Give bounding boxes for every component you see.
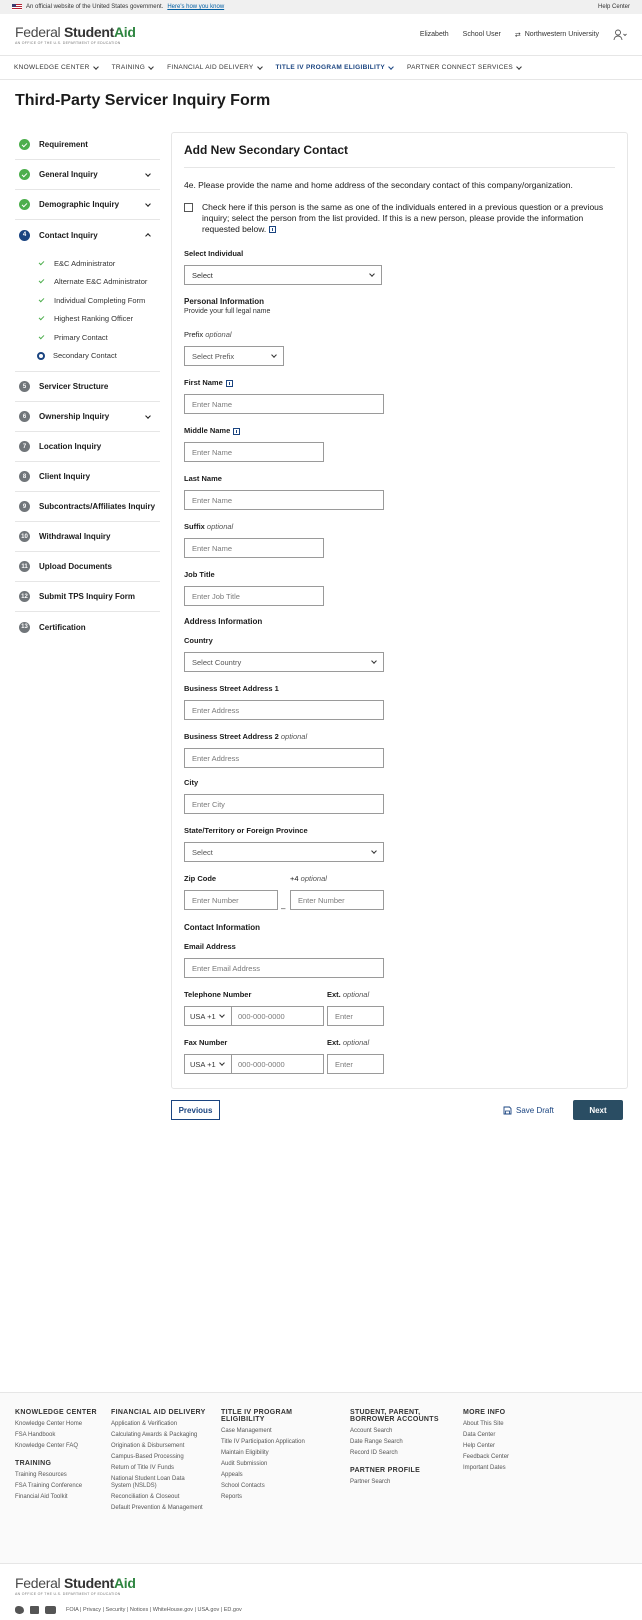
personal-info-heading: Personal Information xyxy=(184,297,265,306)
address1-input[interactable]: Enter Address xyxy=(184,700,384,720)
site-header xyxy=(0,14,642,56)
footer-link[interactable]: Financial Aid Toolkit xyxy=(15,1494,68,1500)
state-dropdown[interactable]: Select xyxy=(184,842,384,862)
step-number-badge: 8 xyxy=(19,471,30,482)
footer-link[interactable]: About This Site xyxy=(463,1421,504,1427)
gov-banner xyxy=(0,0,642,14)
chevron-down-icon[interactable] xyxy=(145,171,151,177)
step-upload-documents[interactable]: 11 Upload Documents xyxy=(15,552,160,582)
telephone-ext-input[interactable]: Enter xyxy=(327,1006,384,1026)
step-subcontracts-affiliates-inquiry[interactable]: 9 Subcontracts/Affiliates Inquiry xyxy=(15,492,160,522)
footer-link[interactable]: Default Prevention & Management xyxy=(111,1505,203,1511)
footer-link[interactable]: Case Management xyxy=(221,1428,272,1434)
personal-info-section xyxy=(184,297,270,315)
page-title: Third-Party Servicer Inquiry Form xyxy=(15,92,271,109)
nav-knowledge-center[interactable]: KNOWLEDGE CENTER xyxy=(14,64,98,71)
nav-training[interactable]: TRAINING xyxy=(112,64,153,71)
country-dropdown[interactable]: Select Country xyxy=(184,652,384,672)
chevron-down-icon xyxy=(148,64,154,70)
first-name-label: First Name xyxy=(184,378,223,387)
step-number-badge: 11 xyxy=(19,561,30,572)
logo-text-student: Student xyxy=(63,23,114,40)
previous-button[interactable]: Previous xyxy=(171,1100,220,1120)
email-label: Email Address xyxy=(184,942,236,951)
step-client-inquiry[interactable]: 8 Client Inquiry xyxy=(15,462,160,492)
substep-secondary-contact[interactable]: Secondary Contact xyxy=(15,347,160,366)
footer-link[interactable]: Title IV Participation Application xyxy=(221,1439,305,1445)
step-number-badge: 10 xyxy=(19,531,30,542)
youtube-icon[interactable] xyxy=(45,1606,56,1614)
telephone-field xyxy=(184,990,324,1026)
address1-label: Business Street Address 1 xyxy=(184,684,279,693)
footer-link[interactable]: Application & Verification xyxy=(111,1421,178,1427)
footer-link[interactable]: Account Search xyxy=(350,1428,393,1434)
middle-name-field xyxy=(184,426,324,462)
footer-link[interactable]: Important Dates xyxy=(463,1465,506,1471)
zip-dash: – xyxy=(281,904,286,913)
step-number-badge: 12 xyxy=(19,591,30,602)
step-number-badge: 5 xyxy=(19,381,30,392)
footer-link[interactable]: Audit Submission xyxy=(221,1461,268,1467)
address-info-section xyxy=(184,617,262,626)
job-title-label: Job Title xyxy=(184,570,215,579)
fax-ext-label: Ext. xyxy=(327,1038,341,1047)
city-input[interactable]: Enter City xyxy=(184,794,384,814)
save-draft-button[interactable]: Save Draft xyxy=(503,1100,554,1120)
user-name[interactable]: Elizabeth xyxy=(419,31,449,38)
footer-legal-links[interactable]: FOIA | Privacy | Security | Notices | WhiteHouse.gov | USA.gov | ED.gov xyxy=(66,1607,242,1613)
select-individual-label: Select Individual xyxy=(184,249,244,258)
footer-link[interactable]: Record ID Search xyxy=(350,1450,398,1456)
chevron-down-icon xyxy=(371,848,377,854)
user-account-icon[interactable] xyxy=(613,29,627,41)
substep-highest-ranking-officer[interactable]: Highest Ranking Officer xyxy=(15,310,160,329)
chevron-down-icon[interactable] xyxy=(145,201,151,207)
address2-input[interactable]: Enter Address xyxy=(184,748,384,768)
chevron-down-icon xyxy=(219,1060,225,1066)
step-number-badge: 7 xyxy=(19,441,30,452)
footer-heading: STUDENT, PARENT, BORROWER ACCOUNTS xyxy=(350,1409,439,1423)
address2-label: Business Street Address 2 xyxy=(184,732,279,741)
nav-title-iv-program-eligibility[interactable]: TITLE IV PROGRAM ELIGIBILITY xyxy=(276,64,394,71)
nav-partner-connect-services[interactable]: PARTNER CONNECT SERVICES xyxy=(407,64,521,71)
middle-name-label: Middle Name xyxy=(184,426,231,435)
footer-col-financial-aid-delivery xyxy=(111,1409,206,1516)
check-circle-icon xyxy=(19,139,30,150)
fsa-logo[interactable] xyxy=(15,25,136,45)
check-circle-icon xyxy=(19,169,30,180)
step-contact-inquiry[interactable]: 4 Contact Inquiry xyxy=(15,220,160,250)
footer-col-accounts xyxy=(350,1409,445,1490)
site-footer xyxy=(0,1392,642,1620)
check-icon xyxy=(39,259,45,265)
contact-inquiry-substeps xyxy=(15,250,160,372)
step-number-badge: 4 xyxy=(19,230,30,241)
step-number-badge: 9 xyxy=(19,501,30,512)
user-role: School User xyxy=(462,31,501,38)
footer-link[interactable]: Calculating Awards & Packaging xyxy=(111,1432,198,1438)
state-label: State/Territory or Foreign Province xyxy=(184,826,308,835)
zip4-label: +4 xyxy=(290,874,299,883)
facebook-icon[interactable] xyxy=(30,1606,39,1614)
job-title-input[interactable]: Enter Job Title xyxy=(184,586,324,606)
contact-info-section xyxy=(184,923,260,932)
city-label: City xyxy=(184,778,199,787)
substep-ec-administrator[interactable]: E&C Administrator xyxy=(15,254,160,273)
footer-heading: KNOWLEDGE CENTER xyxy=(15,1409,97,1416)
current-step-icon xyxy=(37,352,45,360)
substep-individual-completing-form[interactable]: Individual Completing Form xyxy=(15,291,160,310)
logo-text-aid: Aid xyxy=(113,23,136,40)
address1-field xyxy=(184,684,384,720)
chevron-down-icon xyxy=(257,64,263,70)
suffix-label: Suffix xyxy=(184,522,205,531)
footer-link[interactable]: FSA Training Conference xyxy=(15,1483,83,1489)
job-title-field xyxy=(184,570,324,606)
telephone-input[interactable]: 000-000-0000 xyxy=(232,1006,324,1026)
contact-info-heading: Contact Information xyxy=(184,923,260,932)
city-field xyxy=(184,778,384,814)
logo-subtitle: AN OFFICE OF THE U.S. DEPARTMENT OF EDUCATION xyxy=(15,40,121,45)
footer-fsa-logo[interactable]: Federal StudentAid AN OFFICE OF THE U.S. DEPARTMENT OF EDUCATION xyxy=(15,1575,136,1596)
zip4-field: +4 optional Enter Number xyxy=(290,874,384,910)
select-individual-dropdown[interactable]: Select xyxy=(184,265,382,285)
footer-heading: TRAINING xyxy=(15,1460,52,1467)
footer-link[interactable]: Reports xyxy=(221,1494,243,1500)
step-submit-tps-inquiry-form[interactable]: 12 Submit TPS Inquiry Form xyxy=(15,582,160,612)
first-name-field xyxy=(184,378,384,414)
info-icon[interactable] xyxy=(233,428,240,435)
footer-col-more-info xyxy=(463,1409,553,1476)
footer-col-knowledge-center xyxy=(15,1409,110,1505)
email-field xyxy=(184,942,384,978)
fax-ext-input[interactable]: Enter xyxy=(327,1054,384,1074)
chevron-down-icon xyxy=(219,1012,225,1018)
footer-link[interactable]: Feedback Center xyxy=(463,1454,510,1460)
footer-link[interactable]: Campus-Based Processing xyxy=(111,1454,184,1460)
info-icon[interactable] xyxy=(269,226,276,233)
step-certification[interactable]: 13 Certification xyxy=(15,612,160,642)
suffix-field: Suffix optional Enter Name xyxy=(184,522,324,558)
select-individual-field xyxy=(184,249,382,285)
footer-link[interactable]: Data Center xyxy=(463,1432,496,1438)
school-switcher[interactable] xyxy=(515,31,599,39)
form-actions xyxy=(171,1100,628,1122)
check-icon xyxy=(39,315,45,321)
telephone-ext-label: Ext. xyxy=(327,990,341,999)
prefix-label: Prefix xyxy=(184,330,204,339)
footer-heading: MORE INFO xyxy=(463,1409,506,1416)
chevron-down-icon xyxy=(371,658,377,664)
footer-link[interactable]: Origination & Disbursement xyxy=(111,1443,185,1449)
footer-link[interactable]: National Student Loan Data System (NSLDS) xyxy=(111,1476,185,1489)
chevron-down-icon xyxy=(271,352,277,358)
address-info-heading: Address Information xyxy=(184,617,263,626)
footer-link[interactable]: Knowledge Center FAQ xyxy=(15,1443,79,1449)
footer-link[interactable]: Date Range Search xyxy=(350,1439,403,1445)
last-name-field xyxy=(184,474,384,510)
last-name-label: Last Name xyxy=(184,474,222,483)
fax-ext-field: Ext. optional Enter xyxy=(327,1038,384,1074)
check-circle-icon xyxy=(19,199,30,210)
logo-text-federal: Federal xyxy=(15,23,64,40)
chevron-down-icon xyxy=(516,64,522,70)
zip-input[interactable]: Enter Number xyxy=(184,890,278,910)
step-location-inquiry[interactable]: 7 Location Inquiry xyxy=(15,432,160,462)
chevron-up-icon[interactable] xyxy=(145,233,151,239)
footer-link[interactable]: School Contacts xyxy=(221,1483,265,1489)
school-name: Northwestern University xyxy=(524,31,599,38)
personal-info-subtext: Provide your full legal name xyxy=(184,308,271,315)
chevron-down-icon[interactable] xyxy=(145,413,151,419)
step-demographic-inquiry[interactable]: Demographic Inquiry xyxy=(15,190,160,220)
check-icon xyxy=(39,278,45,284)
same-person-checkbox-row xyxy=(184,202,615,235)
substep-alternate-ec-administrator[interactable]: Alternate E&C Administrator xyxy=(15,273,160,292)
telephone-ext-field: Ext. optional Enter xyxy=(327,990,384,1026)
footer-col-title-iv xyxy=(221,1409,336,1505)
zip-label: Zip Code xyxy=(184,874,217,883)
zip4-input[interactable]: Enter Number xyxy=(290,890,384,910)
step-ownership-inquiry[interactable]: 6 Ownership Inquiry xyxy=(15,402,160,432)
address2-field: Business Street Address 2 optional Enter Address xyxy=(184,732,384,768)
fax-country-code-dropdown[interactable]: USA +1 xyxy=(184,1054,232,1074)
question-text: 4e. Please provide the name and home address of the secondary contact of this company/organization. xyxy=(184,180,573,190)
step-number-badge: 6 xyxy=(19,411,30,422)
prefix-field: Prefix optional Select Prefix xyxy=(184,330,284,366)
chevron-down-icon xyxy=(369,271,375,277)
step-general-inquiry[interactable]: General Inquiry xyxy=(15,160,160,190)
last-name-input[interactable]: Enter Name xyxy=(184,490,384,510)
substep-primary-contact[interactable]: Primary Contact xyxy=(15,328,160,347)
chevron-down-icon xyxy=(388,64,394,70)
form-card xyxy=(171,132,628,1089)
footer-link[interactable]: Appeals xyxy=(221,1472,243,1478)
footer-link[interactable]: Maintain Eligibility xyxy=(221,1450,269,1456)
country-field xyxy=(184,636,384,672)
first-name-input[interactable]: Enter Name xyxy=(184,394,384,414)
footer-link[interactable]: Reconciliation & Closeout xyxy=(111,1494,180,1500)
save-icon xyxy=(503,1106,512,1115)
footer-heading: PARTNER PROFILE xyxy=(350,1467,421,1474)
check-icon xyxy=(39,333,45,339)
telephone-label: Telephone Number xyxy=(184,990,252,999)
state-field xyxy=(184,826,384,862)
email-input[interactable]: Enter Email Address xyxy=(184,958,384,978)
country-label: Country xyxy=(184,636,213,645)
middle-name-input[interactable]: Enter Name xyxy=(184,442,324,462)
gov-banner-text: An official website of the United States government. xyxy=(26,4,164,10)
fax-input[interactable]: 000-000-0000 xyxy=(232,1054,324,1074)
step-servicer-structure[interactable]: 5 Servicer Structure xyxy=(15,372,160,402)
same-person-checkbox[interactable] xyxy=(184,203,193,212)
info-icon[interactable] xyxy=(226,380,233,387)
twitter-icon[interactable] xyxy=(15,1606,24,1614)
footer-link[interactable]: Return of Title IV Funds xyxy=(111,1465,175,1471)
help-center-link[interactable]: Help Center xyxy=(597,4,630,10)
footer-heading: FINANCIAL AID DELIVERY xyxy=(111,1409,206,1416)
step-number-badge: 13 xyxy=(19,622,30,633)
same-person-checkbox-label: Check here if this person is the same as one of the individuals entered in a previous question or a previous inquiry; select the person from the list provided. If this is a new person, please provide the information requested below. xyxy=(202,202,604,234)
progress-sidebar xyxy=(15,130,160,642)
step-withdrawal-inquiry[interactable]: 10 Withdrawal Inquiry xyxy=(15,522,160,552)
footer-link[interactable]: FSA Handbook xyxy=(15,1432,56,1438)
footer-bottom xyxy=(0,1563,642,1620)
zip-field xyxy=(184,874,278,910)
nav-financial-aid-delivery[interactable]: FINANCIAL AID DELIVERY xyxy=(167,64,261,71)
suffix-input[interactable]: Enter Name xyxy=(184,538,324,558)
next-button[interactable]: Next xyxy=(573,1100,623,1120)
footer-link[interactable]: Knowledge Center Home xyxy=(15,1421,83,1427)
us-flag-icon xyxy=(12,4,22,10)
step-requirement[interactable]: Requirement xyxy=(15,130,160,160)
footer-heading: TITLE IV PROGRAM ELIGIBILITY xyxy=(221,1409,293,1423)
chevron-down-icon xyxy=(93,64,99,70)
check-icon xyxy=(39,296,45,302)
footer-link[interactable]: Partner Search xyxy=(350,1479,391,1485)
footer-link[interactable]: Training Resources xyxy=(15,1472,67,1478)
form-heading: Add New Secondary Contact xyxy=(184,143,615,168)
switch-arrows-icon: ⇄ xyxy=(514,31,521,39)
main-nav xyxy=(0,56,642,80)
prefix-dropdown[interactable]: Select Prefix xyxy=(184,346,284,366)
heres-how-you-know-link[interactable]: Here's how you know xyxy=(167,4,225,10)
footer-link[interactable]: Help Center xyxy=(463,1443,496,1449)
fax-label: Fax Number xyxy=(184,1038,228,1047)
footer-social-row xyxy=(15,1606,627,1614)
fax-field xyxy=(184,1038,324,1074)
telephone-country-code-dropdown[interactable]: USA +1 xyxy=(184,1006,232,1026)
